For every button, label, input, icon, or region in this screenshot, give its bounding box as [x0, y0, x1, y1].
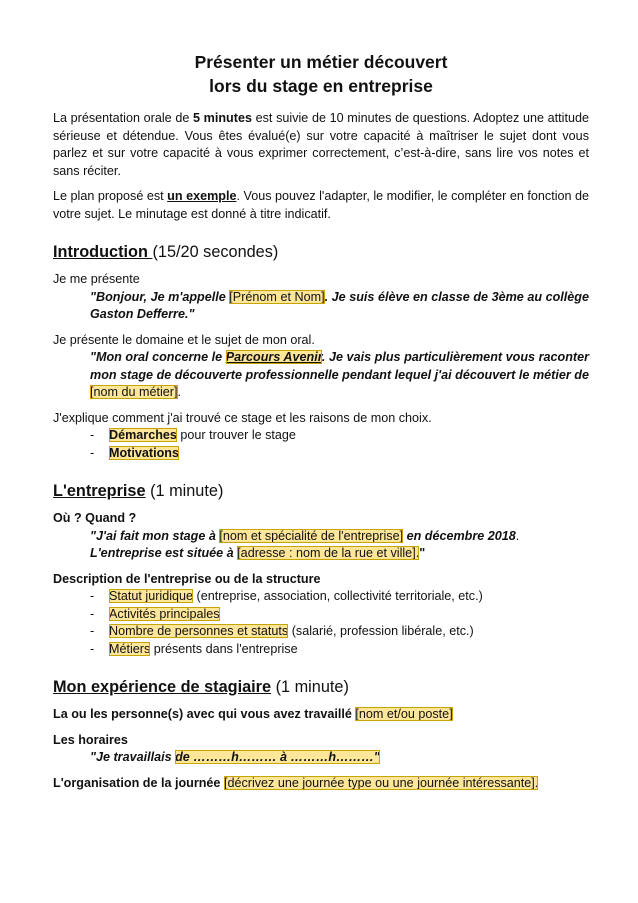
text: L'organisation de la journée	[53, 775, 224, 790]
text: est suivie de 10 minutes de questions. Adoptez une attitude sérieuse et détendue. Vous êtes évalué(e) sur votre capacité à maîtriser le sujet dont vous parlez et sur votre capacité à vous exprimer correctement, c’est-à-dire, sans lire vos notes et sans réciter.	[53, 111, 589, 178]
text: présents dans l'entreprise	[150, 641, 298, 656]
entreprise-step-1: Où ? Quand ?	[53, 511, 137, 525]
list-item	[90, 588, 589, 606]
placeholder-person: [nom et/ou poste]	[355, 707, 453, 721]
experience-step-2: Les horaires	[53, 732, 128, 747]
text: .	[515, 528, 520, 543]
heading-text: Introduction	[53, 243, 153, 261]
heading-text: L'entreprise	[53, 482, 146, 500]
experience-step-1	[53, 706, 589, 724]
quote-text: "	[419, 546, 426, 560]
quote-text: "Je travaillais	[90, 750, 176, 764]
entreprise-quote-1	[53, 528, 589, 546]
intro-list	[53, 427, 589, 462]
example-emphasis: un exemple	[167, 189, 237, 203]
quote-text: "Mon oral concerne le	[90, 350, 226, 364]
experience-step-3	[53, 775, 589, 793]
list-item	[90, 606, 589, 624]
page-title	[53, 50, 589, 98]
intro-step-1: Je me présente	[53, 272, 140, 286]
placeholder-company: [nom et spécialité de l'entreprise]	[219, 528, 404, 543]
text: (entreprise, association, collectivité territoriale, etc.)	[193, 589, 483, 603]
heading-timing: (15/20 secondes)	[152, 243, 279, 261]
list-item	[90, 445, 589, 463]
intro-step-3: J'explique comment j'ai trouvé ce stage et les raisons de mon choix.	[53, 410, 432, 425]
intro-step-2: Je présente le domaine et le sujet de mon oral.	[53, 332, 315, 347]
placeholder-hours: de ………h……… à ………h………"	[175, 750, 380, 764]
title-line-1: Présenter un métier découvert	[194, 52, 448, 72]
duration-emphasis: 5 minutes	[193, 111, 252, 125]
highlight: Statut juridique	[109, 589, 194, 603]
heading-text: Mon expérience de stagiaire	[53, 678, 272, 696]
heading-timing: (1 minute)	[145, 482, 224, 500]
highlight: Motivations	[109, 445, 179, 460]
quote-text: . Je suis élève en classe de 3ème au collège Gaston Defferre."	[90, 289, 589, 321]
highlight: Activités principales	[109, 606, 220, 621]
intro-paragraph-2	[53, 188, 589, 223]
heading-timing: (1 minute)	[271, 678, 349, 696]
list-item	[90, 641, 589, 659]
quote-text: en décembre 2018	[403, 528, 516, 543]
section-heading-entreprise	[53, 480, 589, 502]
entreprise-step-2: Description de l'entreprise ou de la structure	[53, 571, 321, 586]
list-item	[90, 623, 589, 641]
highlight: Nombre de personnes et statuts	[109, 624, 289, 638]
text: pour trouver le stage	[176, 428, 296, 442]
intro-paragraph-1	[53, 110, 589, 180]
placeholder-job: [nom du métier]	[90, 385, 178, 399]
placeholder-address: [adresse : nom de la rue et ville].	[237, 546, 420, 560]
section-heading-introduction	[53, 241, 589, 263]
text: La présentation orale de	[53, 111, 193, 125]
text: . Vous pouvez l'adapter, le modifier, le compléter en fonction de votre sujet. Le minutage est donné à titre indicatif.	[53, 189, 590, 221]
quote-text: "J'ai fait mon stage à	[90, 528, 220, 543]
text: La ou les personne(s) avec qui vous avez travaillé	[53, 707, 356, 721]
entreprise-quote-2	[53, 545, 589, 563]
text: .	[177, 385, 181, 399]
quote-text: . Je vais plus particulièrement vous raconter mon stage de découverte professionnelle pendant lequel j'ai découvert le métier de	[90, 350, 589, 382]
text: Le plan proposé est	[53, 189, 168, 203]
section-heading-experience	[53, 676, 589, 698]
list-item	[90, 427, 589, 445]
experience-quote-1	[53, 749, 589, 767]
intro-quote-2	[53, 349, 589, 402]
highlight: Démarches	[109, 428, 177, 442]
quote-text: "Bonjour, Je m'appelle	[90, 289, 230, 304]
title-line-2: lors du stage en entreprise	[209, 76, 433, 96]
parcours-highlight: Parcours Avenir	[225, 350, 322, 364]
placeholder-day: [décrivez une journée type ou une journée intéressante].	[223, 775, 539, 790]
quote-text: L'entreprise est située à	[90, 546, 238, 560]
entreprise-list	[53, 588, 589, 658]
text: (salarié, profession libérale, etc.)	[288, 624, 474, 638]
highlight: Métiers	[109, 641, 151, 656]
intro-quote-1	[53, 289, 589, 324]
placeholder-name: [Prénom et Nom]	[229, 289, 325, 304]
